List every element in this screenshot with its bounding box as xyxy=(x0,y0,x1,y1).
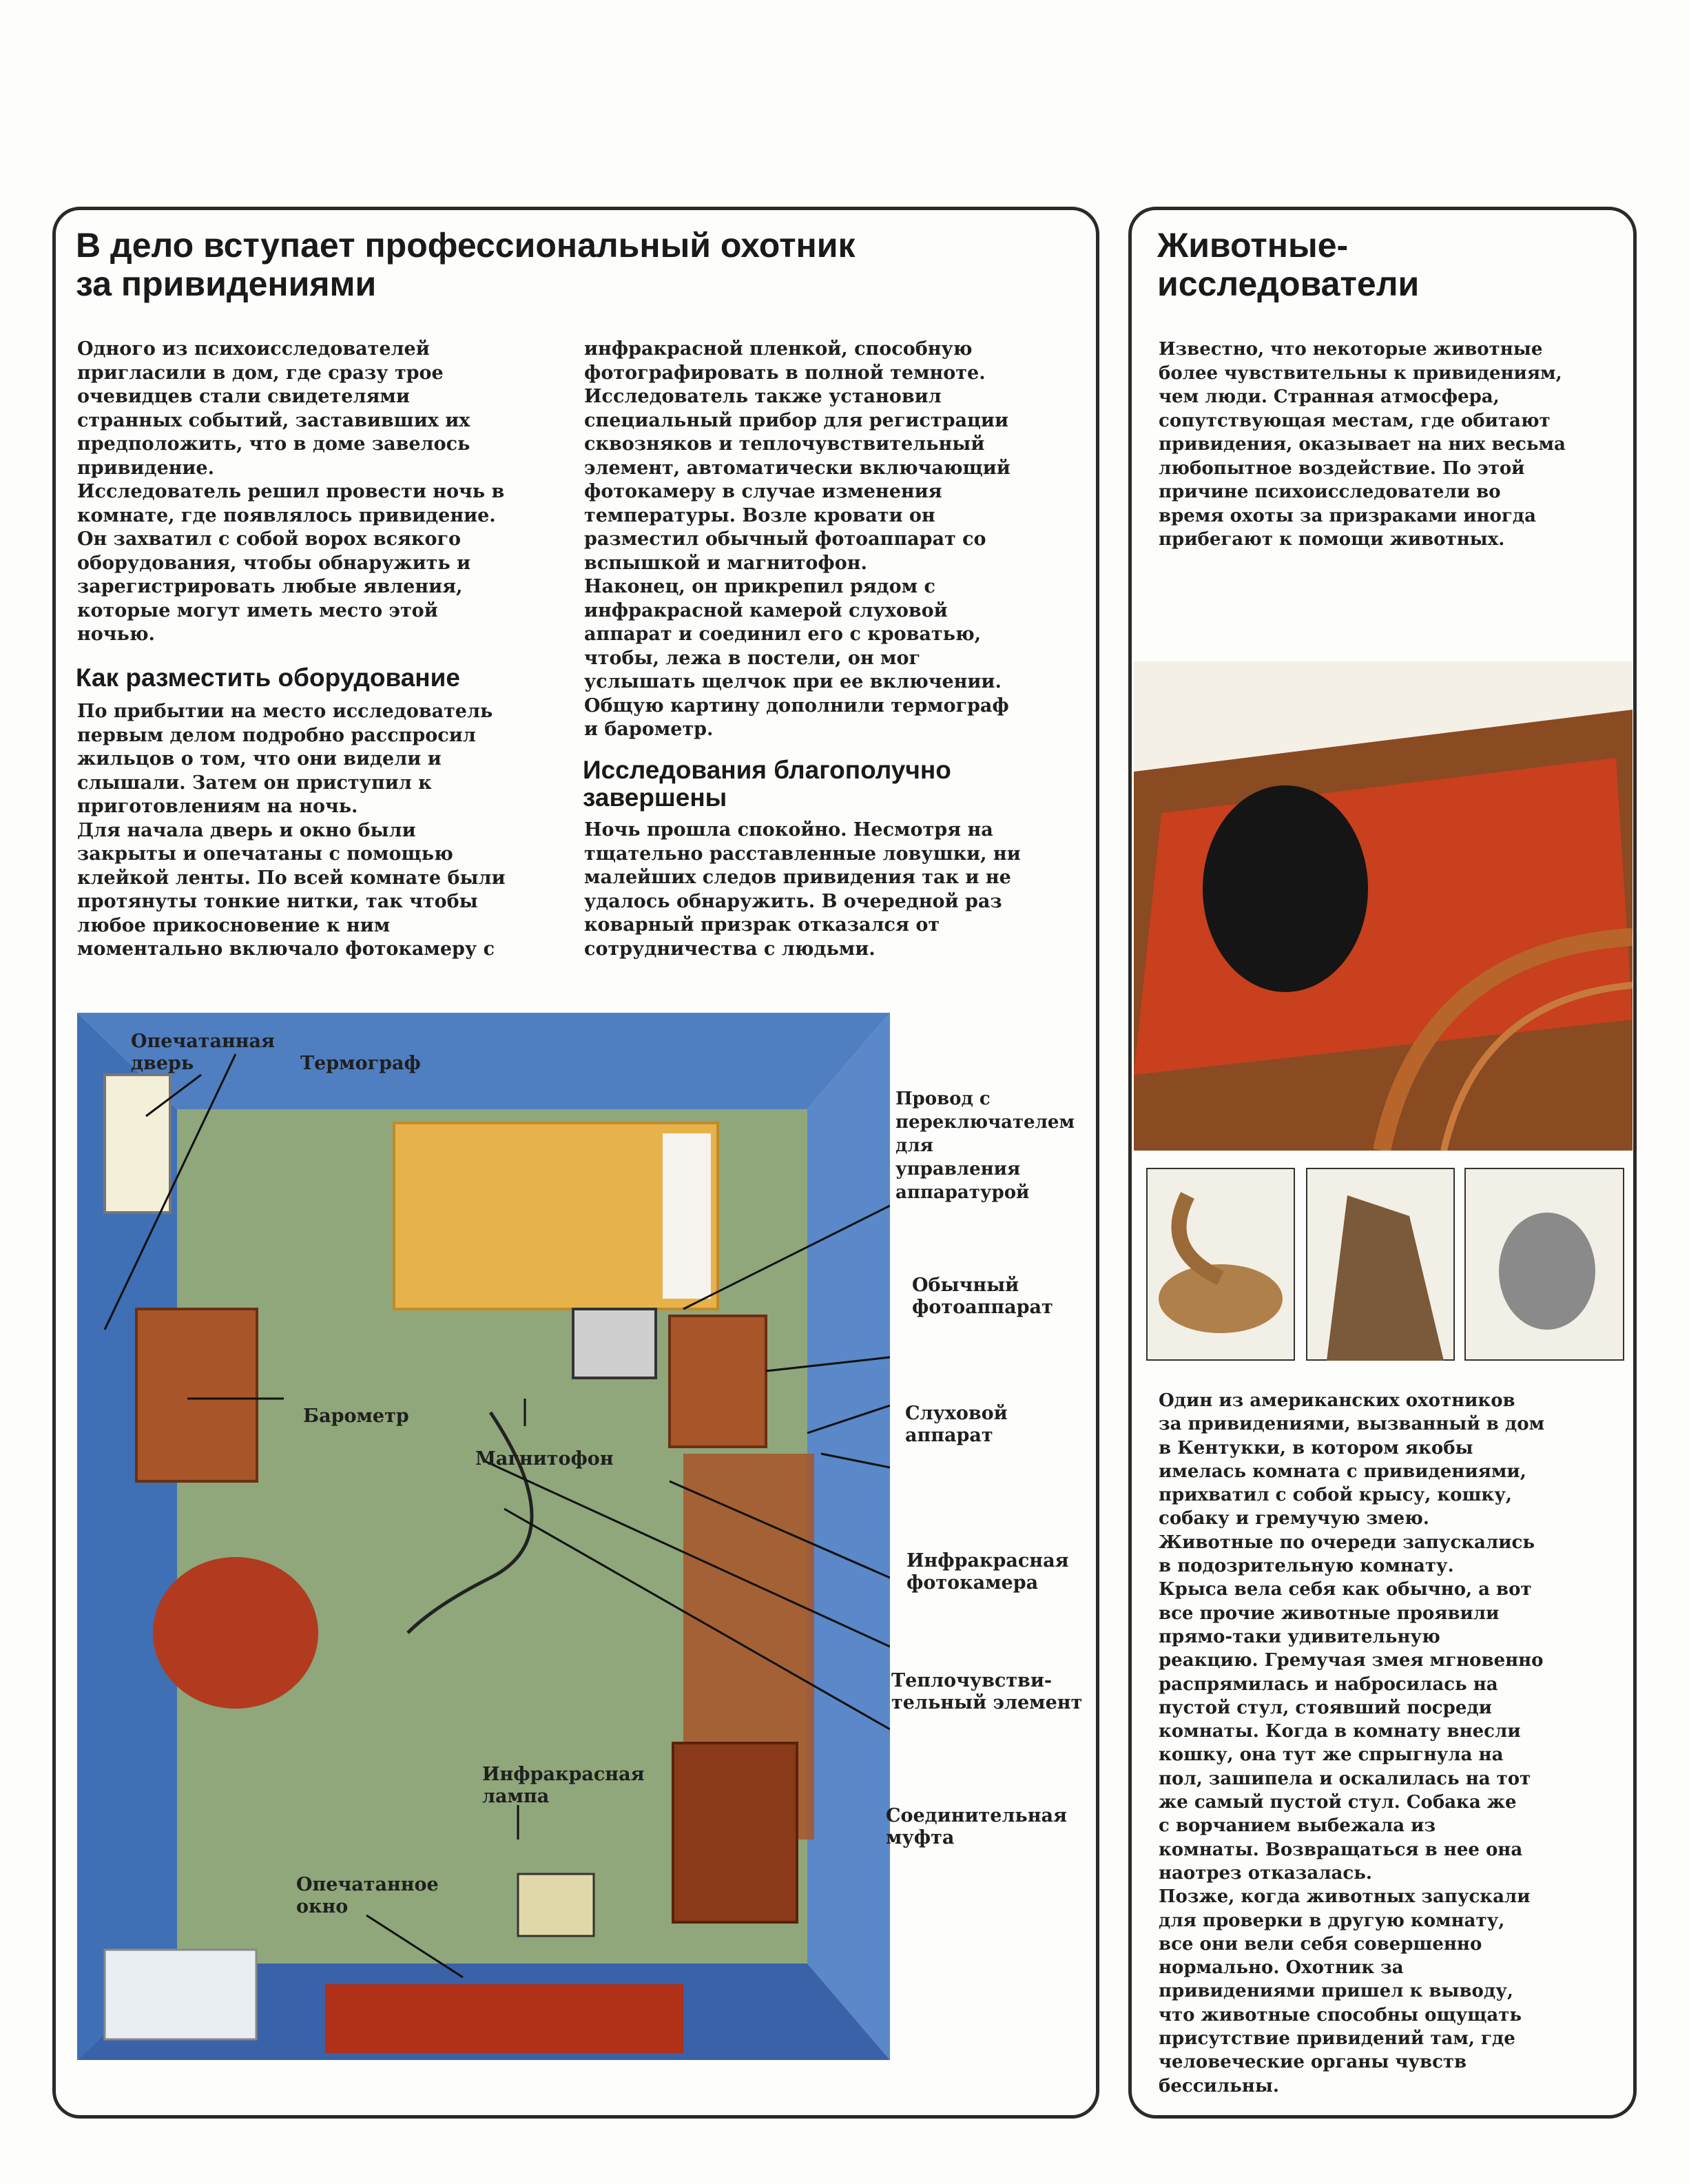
label-tape-recorder: Магнитофон xyxy=(475,1448,614,1470)
label-infrared-lamp: Инфракрасная лампа xyxy=(482,1764,645,1807)
label-thermograph: Термограф xyxy=(300,1053,421,1074)
article-title: В дело вступает профессиональный охотник за привидениями xyxy=(76,226,856,303)
wardrobe xyxy=(673,1743,797,1922)
dog-photo xyxy=(1306,1168,1455,1361)
cat xyxy=(1203,785,1368,992)
sink xyxy=(105,1950,256,2039)
sealed-door xyxy=(105,1075,170,1213)
label-infrared-camera: Инфракрасная фотокамера xyxy=(906,1550,1069,1594)
snake-photo xyxy=(1146,1168,1295,1361)
armchair xyxy=(153,1557,318,1709)
label-sealed-door: Опечатанная дверь xyxy=(131,1031,275,1074)
rat-photo xyxy=(1464,1168,1624,1361)
label-hearing-aid: Слуховой аппарат xyxy=(905,1403,1008,1446)
subheading-results: Исследования благополучно завершены xyxy=(583,756,951,812)
tape-recorder xyxy=(573,1309,656,1378)
cat-photo xyxy=(1134,661,1633,1151)
article-intro: Одного из психоисследователей пригласили в дом, где сразу трое очевидцев стали свидетелями странных событий, заставивших их предположить, что в доме завелось привидение. Исследователь решил провести ночь в комнате, где появлялось привидение. Он захватил с собой ворох всякого оборудования, чтобы обнаружить и зарегистрировать любые явления, которые могут иметь место этой ночью. xyxy=(77,338,505,645)
sidebar-story: Один из американских охотников за привидениями, вызванный в дом в Кентукки, в котором якобы имелась комната с привидениями, прихватил с собой крысу, кошку, собаку и гремучую змею. Животные по очереди запускались в подозрительную комнату. Крыса вела себя как обычно, а вот все прочие животные проявили прямо-таки удивительную реакцию. Гремучая змея мгновенно распрямилась и набросилась на пустой стул, стоявший посреди комнаты. Когда в комнату внесли кошку, она тут же спрыгнула на пол, зашипела и оскалилась на тот же самый пустой стул. Собака же с ворчанием выбежала из комнаты. Возвращаться в нее она наотрез отказалась. Позже, когда животных запускали для проверки в другую комнату, все они вели себя совершенно нормально. Охотник за привидениями пришел к выводу, что животные способны ощущать присутствие привидений там, где человеческие органы чувств бессильны. xyxy=(1159,1390,1545,2097)
infrared-lamp xyxy=(518,1874,594,1936)
nightstand xyxy=(670,1316,766,1447)
label-wire: Провод с переключателем для управления аппаратурой xyxy=(895,1089,1075,1203)
label-barometer: Барометр xyxy=(303,1405,409,1427)
article-col2-text: инфракрасной пленкой, способную фотографировать в полной темноте. Исследователь также установил специальный прибор для регистрации сквозняков и теплочувствительный элемент, автоматически включающий фотокамеру в случае изменения температуры. Возле кровати он разместил обычный фотоаппарат со вспышкой и магнитофон. Наконец, он прикрепил рядом с инфракрасной камерой слуховой аппарат и соединил его с кроватью, чтобы, лежа в постели, он мог услышать щелчок при ее включении. Общую картину дополнили термограф и барометр. xyxy=(584,338,1011,740)
subheading-equipment: Как разместить оборудование xyxy=(76,663,460,692)
sidebar-title: Животные- исследователи xyxy=(1157,226,1420,303)
label-sealed-window: Опечатанное окно xyxy=(296,1874,439,1917)
room-diagram-illustration xyxy=(77,1013,890,2060)
article-equipment-text: По прибытии на место исследователь первым делом подробно расспросил жильцов о том, что они видели и слышали. Затем он приступил к приготовлениям на ночь. Для начала дверь и окно были закрыты и опечатаны с помощью клейкой ленты. По всей комнате были протянуты тонкие нитки, так чтобы любое прикосновение к ним моментально включало фотокамеру с xyxy=(77,701,506,960)
sealed-window-curtain xyxy=(325,1984,683,2053)
label-camera: Обычный фотоаппарат xyxy=(912,1275,1053,1318)
barometer-cabinet xyxy=(136,1309,257,1481)
article-results-text: Ночь прошла спокойно. Несмотря на тщательно расставленные ловушки, ни малейших следов привидения так и не удалось обнаружить. В очередной раз коварный призрак отказался от сотрудничества с людьми. xyxy=(584,819,1021,960)
sidebar-intro: Известно, что некоторые животные более чувствительны к привидениям, чем люди. Странная атмосфера, сопутствующая местам, где обитают привидения, оказывает на них весьма любопытное воздействие. По этой причине психоисследователи во время охоты за призраками иногда прибегают к помощи животных. xyxy=(1159,339,1566,550)
label-coupling: Соединительная муфта xyxy=(886,1805,1067,1848)
label-heat-sensor: Теплочувстви- тельный элемент xyxy=(891,1670,1083,1713)
